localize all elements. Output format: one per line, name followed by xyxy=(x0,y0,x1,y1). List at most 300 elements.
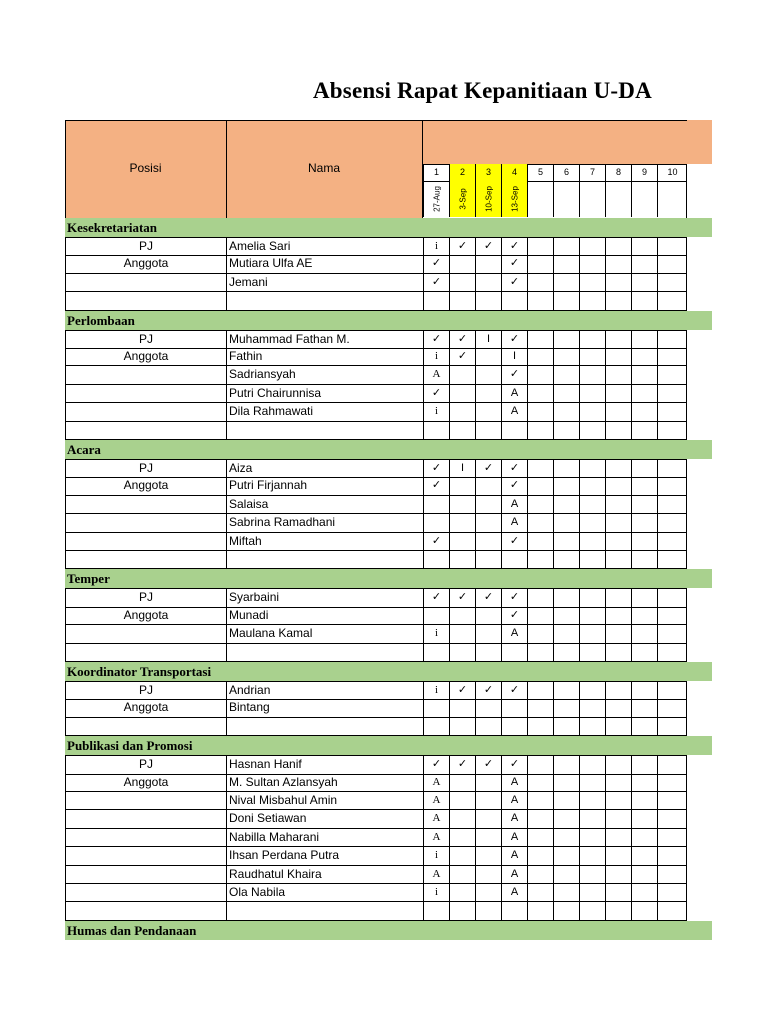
posisi-cell xyxy=(65,403,226,421)
attendance-cell xyxy=(579,514,605,532)
attendance-cell: A xyxy=(501,847,527,865)
meeting-date-4 xyxy=(501,181,527,217)
attendance-cell xyxy=(605,866,631,884)
attendance-cell xyxy=(605,331,631,349)
attendance-cell xyxy=(605,625,631,643)
attendance-cell xyxy=(657,403,687,421)
attendance-cell xyxy=(657,496,687,514)
attendance-cell xyxy=(501,699,527,717)
meeting-date-label: 10-Sep xyxy=(484,186,493,212)
posisi-cell: PJ xyxy=(65,682,226,700)
nama-cell: Mutiara Ulfa AE xyxy=(226,255,423,273)
posisi-cell: Anggota xyxy=(65,348,226,366)
attendance-cell: ✓ xyxy=(475,460,501,478)
attendance-cell xyxy=(449,607,475,625)
row-border-right xyxy=(686,422,687,440)
row-border-right xyxy=(686,884,687,902)
attendance-cell xyxy=(449,829,475,847)
attendance-cell xyxy=(553,902,579,920)
posisi-cell: Anggota xyxy=(65,699,226,717)
attendance-cell: A xyxy=(501,625,527,643)
table-row xyxy=(65,366,687,384)
row-border-right xyxy=(686,460,687,478)
attendance-cell xyxy=(631,682,657,700)
section-header xyxy=(65,662,712,681)
table-row xyxy=(65,644,687,662)
attendance-cell xyxy=(553,477,579,495)
table-row xyxy=(65,292,687,310)
attendance-cell xyxy=(475,607,501,625)
attendance-cell: ✓ xyxy=(501,331,527,349)
attendance-cell xyxy=(579,589,605,607)
attendance-cell xyxy=(605,274,631,292)
attendance-cell xyxy=(553,274,579,292)
attendance-cell xyxy=(449,366,475,384)
section-header xyxy=(65,736,712,755)
attendance-cell xyxy=(527,607,553,625)
row-border-right xyxy=(686,866,687,884)
attendance-cell xyxy=(657,551,687,569)
attendance-cell xyxy=(579,274,605,292)
row-border-right xyxy=(686,756,687,774)
attendance-cell xyxy=(631,292,657,310)
attendance-cell xyxy=(657,607,687,625)
attendance-cell xyxy=(449,551,475,569)
attendance-cell xyxy=(579,756,605,774)
meeting-date-7 xyxy=(579,181,605,217)
attendance-cell: I xyxy=(449,460,475,478)
attendance-cell: ✓ xyxy=(423,589,449,607)
attendance-cell: i xyxy=(423,847,449,865)
attendance-cell xyxy=(579,366,605,384)
attendance-cell xyxy=(605,644,631,662)
section-header xyxy=(65,311,712,330)
table-row xyxy=(65,477,687,495)
section-title: Koordinator Transportasi xyxy=(67,664,212,679)
attendance-cell xyxy=(527,902,553,920)
row-border-right xyxy=(686,847,687,865)
attendance-cell xyxy=(579,699,605,717)
meeting-number-1: 1 xyxy=(423,164,449,181)
attendance-cell xyxy=(605,607,631,625)
attendance-cell xyxy=(657,422,687,440)
attendance-cell xyxy=(631,255,657,273)
attendance-cell: i xyxy=(423,625,449,643)
nama-cell: Andrian xyxy=(226,682,423,700)
attendance-cell xyxy=(605,902,631,920)
attendance-cell xyxy=(449,884,475,902)
attendance-cell xyxy=(553,607,579,625)
attendance-cell: ✓ xyxy=(475,682,501,700)
meeting-date-label: 27-Aug xyxy=(432,186,441,212)
attendance-cell: ✓ xyxy=(423,331,449,349)
attendance-cell xyxy=(527,682,553,700)
attendance-cell xyxy=(631,625,657,643)
meeting-date-6 xyxy=(553,181,579,217)
attendance-cell xyxy=(631,829,657,847)
table-row xyxy=(65,792,687,810)
meeting-date-2 xyxy=(449,181,475,217)
attendance-cell xyxy=(579,682,605,700)
attendance-cell: A xyxy=(501,884,527,902)
attendance-cell xyxy=(657,774,687,792)
row-border-right xyxy=(686,348,687,366)
page-title: Absensi Rapat Kepanitiaan U-DA xyxy=(313,78,652,103)
nama-cell: Sadriansyah xyxy=(226,366,423,384)
table-row xyxy=(65,422,687,440)
attendance-cell xyxy=(631,496,657,514)
attendance-cell xyxy=(475,292,501,310)
row-border-right xyxy=(686,718,687,736)
attendance-cell xyxy=(475,348,501,366)
posisi-column-header: Posisi xyxy=(129,161,162,175)
attendance-cell xyxy=(501,551,527,569)
attendance-cell xyxy=(475,644,501,662)
attendance-cell xyxy=(449,403,475,421)
meeting-number-3: 3 xyxy=(475,164,501,181)
nama-cell: M. Sultan Azlansyah xyxy=(226,774,423,792)
attendance-cell: I xyxy=(501,348,527,366)
row-border-right xyxy=(686,589,687,607)
meeting-number-7: 7 xyxy=(579,164,605,181)
attendance-cell xyxy=(579,774,605,792)
attendance-cell xyxy=(657,756,687,774)
attendance-cell xyxy=(579,810,605,828)
posisi-cell xyxy=(65,533,226,551)
attendance-cell xyxy=(475,514,501,532)
posisi-cell xyxy=(65,422,226,440)
table-row xyxy=(65,718,687,736)
meeting-number-4: 4 xyxy=(501,164,527,181)
nama-cell: Maulana Kamal xyxy=(226,625,423,643)
posisi-cell xyxy=(65,866,226,884)
attendance-cell: ✓ xyxy=(475,238,501,256)
row-border-right xyxy=(686,331,687,349)
attendance-cell xyxy=(449,477,475,495)
attendance-cell xyxy=(631,533,657,551)
attendance-cell xyxy=(579,884,605,902)
meeting-number-10: 10 xyxy=(657,164,687,181)
attendance-cell: ✓ xyxy=(475,756,501,774)
posisi-cell xyxy=(65,718,226,736)
attendance-cell xyxy=(527,366,553,384)
attendance-cell: A xyxy=(423,866,449,884)
attendance-cell xyxy=(527,496,553,514)
attendance-cell: ✓ xyxy=(501,238,527,256)
attendance-cell xyxy=(553,292,579,310)
attendance-cell xyxy=(605,756,631,774)
posisi-cell: Anggota xyxy=(65,255,226,273)
attendance-cell xyxy=(553,792,579,810)
posisi-cell xyxy=(65,496,226,514)
nama-cell: Bintang xyxy=(226,699,423,717)
attendance-cell xyxy=(475,625,501,643)
attendance-cell xyxy=(553,625,579,643)
row-border-right xyxy=(686,810,687,828)
row-border-right xyxy=(686,699,687,717)
attendance-cell xyxy=(553,385,579,403)
attendance-cell: A xyxy=(423,774,449,792)
attendance-cell xyxy=(657,514,687,532)
table-row xyxy=(65,810,687,828)
section-header xyxy=(65,569,712,588)
nama-cell: Miftah xyxy=(226,533,423,551)
nama-cell: Sabrina Ramadhani xyxy=(226,514,423,532)
attendance-cell xyxy=(631,348,657,366)
attendance-cell: A xyxy=(423,829,449,847)
attendance-cell: i xyxy=(423,884,449,902)
attendance-cell: A xyxy=(501,774,527,792)
attendance-cell xyxy=(631,644,657,662)
attendance-cell xyxy=(553,866,579,884)
attendance-cell: ✓ xyxy=(501,589,527,607)
attendance-cell xyxy=(657,385,687,403)
attendance-cell xyxy=(579,607,605,625)
attendance-cell xyxy=(605,847,631,865)
attendance-cell xyxy=(605,255,631,273)
attendance-cell xyxy=(475,829,501,847)
attendance-cell xyxy=(631,792,657,810)
section-title: Publikasi dan Promosi xyxy=(67,738,193,754)
row-border-right xyxy=(686,514,687,532)
attendance-cell xyxy=(527,255,553,273)
meeting-number-9: 9 xyxy=(631,164,657,181)
attendance-cell xyxy=(631,477,657,495)
row-border-right xyxy=(686,496,687,514)
attendance-cell xyxy=(605,460,631,478)
attendance-cell xyxy=(423,422,449,440)
posisi-cell: Anggota xyxy=(65,774,226,792)
attendance-cell xyxy=(605,348,631,366)
attendance-cell xyxy=(579,792,605,810)
attendance-cell xyxy=(527,403,553,421)
attendance-cell xyxy=(449,718,475,736)
attendance-cell xyxy=(657,366,687,384)
attendance-cell xyxy=(423,514,449,532)
table-row xyxy=(65,607,687,625)
attendance-cell xyxy=(527,385,553,403)
attendance-cell xyxy=(605,718,631,736)
attendance-cell xyxy=(449,644,475,662)
attendance-cell xyxy=(449,810,475,828)
attendance-cell: A xyxy=(501,866,527,884)
table-row xyxy=(65,403,687,421)
attendance-cell xyxy=(657,829,687,847)
attendance-cell xyxy=(423,699,449,717)
meeting-date-3 xyxy=(475,181,501,217)
table-row xyxy=(65,755,687,774)
attendance-cell xyxy=(657,348,687,366)
attendance-cell xyxy=(657,699,687,717)
attendance-cell xyxy=(501,902,527,920)
attendance-cell xyxy=(553,533,579,551)
meeting-date-9 xyxy=(631,181,657,217)
attendance-cell xyxy=(631,385,657,403)
table-row xyxy=(65,588,687,607)
attendance-cell xyxy=(553,774,579,792)
attendance-cell xyxy=(553,884,579,902)
attendance-cell: ✓ xyxy=(501,477,527,495)
attendance-cell xyxy=(579,385,605,403)
attendance-cell xyxy=(553,589,579,607)
row-border-right xyxy=(686,385,687,403)
attendance-cell xyxy=(475,385,501,403)
nama-cell: Putri Firjannah xyxy=(226,477,423,495)
attendance-cell xyxy=(475,847,501,865)
attendance-cell xyxy=(631,274,657,292)
attendance-cell xyxy=(657,292,687,310)
attendance-cell: A xyxy=(501,496,527,514)
posisi-cell: PJ xyxy=(65,331,226,349)
meeting-number-5: 5 xyxy=(527,164,553,181)
meeting-number-6: 6 xyxy=(553,164,579,181)
attendance-cell xyxy=(579,255,605,273)
nama-cell: Ola Nabila xyxy=(226,884,423,902)
attendance-cell xyxy=(631,422,657,440)
table-row xyxy=(65,774,687,792)
posisi-cell: Anggota xyxy=(65,477,226,495)
attendance-cell xyxy=(527,348,553,366)
attendance-cell: ✓ xyxy=(449,331,475,349)
attendance-cell xyxy=(657,866,687,884)
meeting-date-8 xyxy=(605,181,631,217)
attendance-cell xyxy=(605,589,631,607)
table-row xyxy=(65,459,687,478)
attendance-cell xyxy=(579,477,605,495)
attendance-cell: ✓ xyxy=(423,255,449,273)
attendance-cell xyxy=(449,385,475,403)
attendance-cell xyxy=(553,756,579,774)
attendance-cell xyxy=(605,699,631,717)
attendance-cell xyxy=(527,866,553,884)
meeting-number-8: 8 xyxy=(605,164,631,181)
row-border-right xyxy=(686,292,687,310)
attendance-cell xyxy=(579,403,605,421)
attendance-cell xyxy=(527,460,553,478)
nama-cell: Aiza xyxy=(226,460,423,478)
table-row xyxy=(65,681,687,700)
row-border-right xyxy=(686,644,687,662)
attendance-cell xyxy=(527,829,553,847)
section-title: Kesekretariatan xyxy=(67,220,158,235)
attendance-cell: ✓ xyxy=(423,274,449,292)
attendance-cell xyxy=(605,829,631,847)
table-row xyxy=(65,274,687,292)
meeting-date-1 xyxy=(423,181,449,217)
table-row xyxy=(65,884,687,902)
attendance-cell: i xyxy=(423,403,449,421)
row-border-right xyxy=(686,533,687,551)
nama-cell xyxy=(226,422,423,440)
attendance-cell xyxy=(657,477,687,495)
attendance-cell xyxy=(631,699,657,717)
attendance-cell xyxy=(449,625,475,643)
attendance-cell xyxy=(579,348,605,366)
attendance-cell: ✓ xyxy=(423,477,449,495)
nama-cell: Jemani xyxy=(226,274,423,292)
attendance-cell xyxy=(449,792,475,810)
attendance-cell xyxy=(449,292,475,310)
attendance-cell xyxy=(579,551,605,569)
attendance-cell xyxy=(449,866,475,884)
attendance-cell: ✓ xyxy=(475,589,501,607)
attendance-cell xyxy=(605,774,631,792)
meeting-date-label: 13-Sep xyxy=(510,186,519,212)
nama-cell: Fathin xyxy=(226,348,423,366)
attendance-cell xyxy=(631,774,657,792)
attendance-cell xyxy=(605,422,631,440)
attendance-cell: ✓ xyxy=(501,682,527,700)
attendance-cell xyxy=(527,625,553,643)
attendance-cell xyxy=(579,460,605,478)
table-row xyxy=(65,496,687,514)
attendance-cell xyxy=(553,366,579,384)
attendance-cell xyxy=(553,331,579,349)
attendance-cell xyxy=(553,348,579,366)
attendance-cell xyxy=(475,774,501,792)
attendance-cell xyxy=(553,496,579,514)
nama-cell: Muhammad Fathan M. xyxy=(226,331,423,349)
attendance-cell: A xyxy=(501,792,527,810)
attendance-cell: ✓ xyxy=(449,682,475,700)
attendance-cell xyxy=(449,847,475,865)
attendance-cell xyxy=(605,884,631,902)
attendance-cell xyxy=(631,551,657,569)
row-border-right xyxy=(686,366,687,384)
attendance-cell xyxy=(553,238,579,256)
attendance-cell xyxy=(631,866,657,884)
attendance-cell xyxy=(475,403,501,421)
table-row xyxy=(65,255,687,273)
attendance-cell xyxy=(475,551,501,569)
posisi-cell: PJ xyxy=(65,589,226,607)
attendance-cell xyxy=(475,792,501,810)
attendance-cell: ✓ xyxy=(423,533,449,551)
attendance-cell xyxy=(579,422,605,440)
posisi-cell xyxy=(65,884,226,902)
attendance-cell: ✓ xyxy=(423,385,449,403)
attendance-cell xyxy=(657,792,687,810)
nama-cell: Nabilla Maharani xyxy=(226,829,423,847)
attendance-cell xyxy=(553,699,579,717)
attendance-cell xyxy=(527,533,553,551)
nama-cell: Raudhatul Khaira xyxy=(226,866,423,884)
attendance-cell xyxy=(579,238,605,256)
attendance-cell: A xyxy=(423,810,449,828)
attendance-cell xyxy=(527,477,553,495)
attendance-cell: I xyxy=(475,331,501,349)
attendance-cell xyxy=(631,756,657,774)
attendance-cell xyxy=(553,682,579,700)
attendance-cell xyxy=(579,625,605,643)
attendance-cell xyxy=(527,589,553,607)
section-header xyxy=(65,218,712,237)
attendance-cell xyxy=(605,477,631,495)
attendance-cell xyxy=(657,274,687,292)
attendance-cell xyxy=(657,589,687,607)
nama-column-header: Nama xyxy=(307,161,340,175)
attendance-cell xyxy=(501,718,527,736)
nama-cell xyxy=(226,644,423,662)
nama-cell xyxy=(226,902,423,920)
table-row xyxy=(65,385,687,403)
attendance-cell xyxy=(605,403,631,421)
row-border-right xyxy=(686,774,687,792)
attendance-cell: ✓ xyxy=(423,756,449,774)
section-header xyxy=(65,921,712,940)
attendance-cell xyxy=(449,774,475,792)
attendance-cell xyxy=(631,718,657,736)
